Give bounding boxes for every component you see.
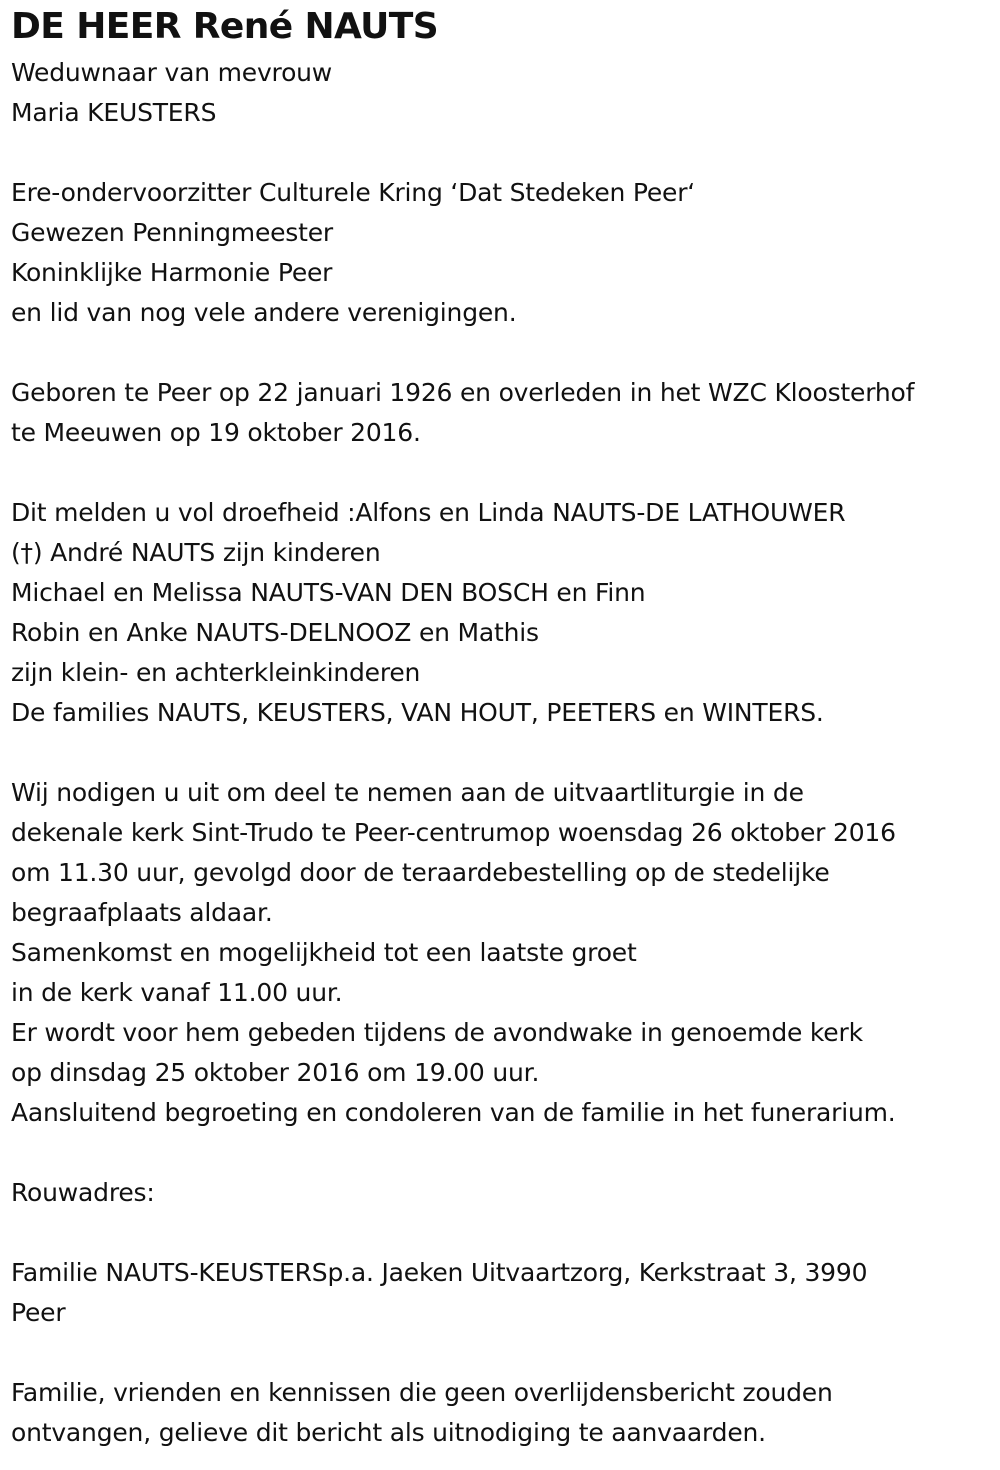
text-line: Koninklijke Harmonie Peer xyxy=(11,258,333,287)
text-line: om 11.30 uur, gevolgd door de teraardebestelling op de stedelijke xyxy=(11,858,830,887)
text-line: Michael en Melissa NAUTS-VAN DEN BOSCH en Finn xyxy=(11,578,646,607)
blank-line xyxy=(11,1333,996,1373)
text-line: en lid van nog vele andere verenigingen. xyxy=(11,298,517,327)
text-line: Maria KEUSTERS xyxy=(11,98,217,127)
text-line: Robin en Anke NAUTS-DELNOOZ en Mathis xyxy=(11,618,539,647)
blank-line xyxy=(11,133,996,173)
text-line: Gewezen Penningmeester xyxy=(11,218,333,247)
text-line: ontvangen, gelieve dit bericht als uitnodiging te aanvaarden. xyxy=(11,1418,766,1447)
text-line: De families NAUTS, KEUSTERS, VAN HOUT, PEETERS en WINTERS. xyxy=(11,698,824,727)
text-line: Peer xyxy=(11,1298,66,1327)
text-line: op dinsdag 25 oktober 2016 om 19.00 uur. xyxy=(11,1058,540,1087)
text-line: Aansluitend begroeting en condoleren van de familie in het funerarium. xyxy=(11,1098,896,1127)
notice-title: DE HEER René NAUTS xyxy=(11,6,439,47)
text-line: Rouwadres: xyxy=(11,1178,155,1207)
text-line: Geboren te Peer op 22 januari 1926 en overleden in het WZC Kloosterhof xyxy=(11,378,915,407)
text-line: Dit melden u vol droefheid :Alfons en Linda NAUTS-DE LATHOUWER xyxy=(11,498,846,527)
blank-line xyxy=(11,1133,996,1173)
text-line: Weduwnaar van mevrouw xyxy=(11,58,333,87)
blank-line xyxy=(11,453,996,493)
text-line: Wij nodigen u uit om deel te nemen aan de uitvaartliturgie in de xyxy=(11,778,804,807)
text-line: (†) André NAUTS zijn kinderen xyxy=(11,538,381,567)
blank-line xyxy=(11,333,996,373)
blank-line xyxy=(11,1213,996,1253)
notice-body xyxy=(11,53,996,1453)
text-line: zijn klein- en achterkleinkinderen xyxy=(11,658,421,687)
text-line: Er wordt voor hem gebeden tijdens de avondwake in genoemde kerk xyxy=(11,1018,863,1047)
text-line: Samenkomst en mogelijkheid tot een laatste groet xyxy=(11,938,637,967)
text-line: in de kerk vanaf 11.00 uur. xyxy=(11,978,343,1007)
text-line: Familie, vrienden en kennissen die geen overlijdensbericht zouden xyxy=(11,1378,833,1407)
text-line: te Meeuwen op 19 oktober 2016. xyxy=(11,418,421,447)
text-line: Ere-ondervoorzitter Culturele Kring ‘Dat Stedeken Peer‘ xyxy=(11,178,696,207)
text-line: Familie NAUTS-KEUSTERSp.a. Jaeken Uitvaartzorg, Kerkstraat 3, 3990 xyxy=(11,1258,868,1287)
blank-line xyxy=(11,733,996,773)
text-line: dekenale kerk Sint-Trudo te Peer-centrumop woensdag 26 oktober 2016 xyxy=(11,818,896,847)
text-line: begraafplaats aldaar. xyxy=(11,898,273,927)
